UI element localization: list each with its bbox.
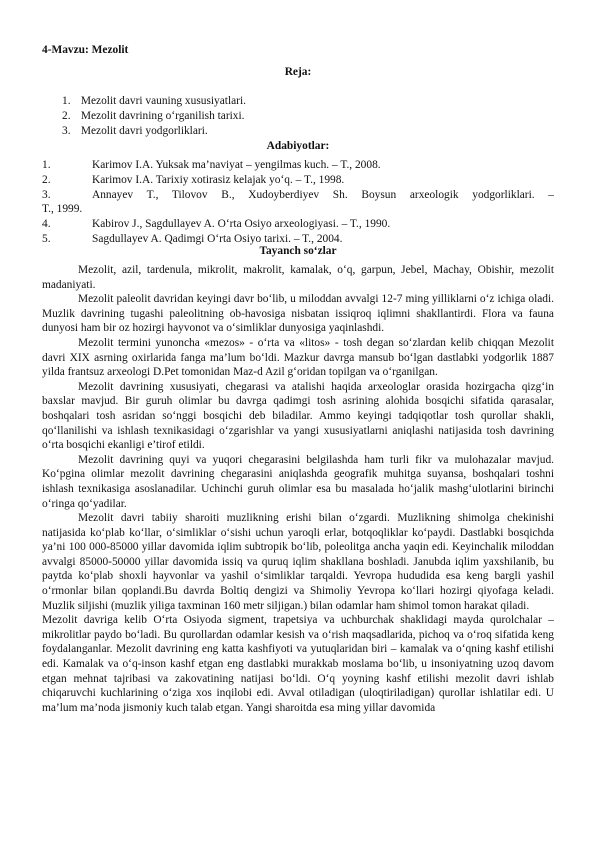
references-list xyxy=(42,158,554,247)
reference-number: 5. xyxy=(42,232,51,245)
reference-number: 3. xyxy=(42,188,51,201)
reference-item xyxy=(42,217,554,232)
reference-number: 1. xyxy=(42,159,51,171)
reference-text: Karimov I.A. Yuksak ma’naviyat – yengilmas kuch. – T., 2008. xyxy=(92,159,381,171)
body-paragraph: Mezolit davriga kelib O‘rta Osiyoda sigment, trapetsiya va uchburchak shaklidagi mayda qurolchalar – mikrolitlar paydo bo‘ladi. Bu qurollardan odamlar kesish va o‘rish maqsadlarida, pichoq va o‘roq sifatida keng foydalanganlar. Mezolit davrining eng katta kashfiyoti va yutuqlaridan biri – kamalak va o‘qning kashf etilishi edi. Kamalak va o‘q-inson kashf etgan eng dastlabki murakkab moslama bo‘lib, u insoniyatning uzoq davom etgan mehnat tajribasi va zakovatining natijasi bo‘ldi. O‘q yoyning kashf etilishi mezolit davri ishlab chiqaruvchi kuchlarining o‘ziga xos inqilobi edi. Avval otiladigan (uloqtiriladigan) qurollar ishlatilar edi. U ma’lum ma’noda jismoniy kuch talab etgan. Yangi sharoitda esa ming yillar davomida xyxy=(42,614,554,714)
body-paragraph: Mezolit termini yunoncha «mezos» - o‘rta va «litos» - tosh degan so‘zlardan kelib chiqqan Mezolit davri XIX asrning oxirlarida fanga ma’lum bo‘ldi. Mazkur davrga mansub bo‘lgan dastlabki yodgorlik 1887 yilda frantsuz arxeologi D.Pet tomonidan Maz-d Azil g‘oridan topilgan va o‘rganilgan. xyxy=(42,336,554,379)
plan-item-text: Mezolit davri yodgorliklari. xyxy=(80,125,208,137)
body-paragraph: Mezolit paleolit davridan keyingi davr bo‘lib, u miloddan avvalgi 12-7 ming yilliklarni o‘z ichiga oladi. Muzlik davrining tugashi paleolitning ob-havosiga nisbatan issiqroq iqlimni shakllantirdi. Flora va fauna dunyosi ham bir oz hozirgi hayvonot va o‘simliklar dunyosiga yaqinlashdi. xyxy=(42,293,554,335)
document-body xyxy=(42,263,554,715)
plan-item xyxy=(62,94,246,109)
body-paragraph: Mezolit davrining xususiyati, chegarasi va atalishi haqida arxeologlar orasida hozirgacha qizg‘in baxslar mavjud. Bir guruh olimlar bu davrga qadimgi tosh asrining alohida bosqichi sifatida qarasalar, boshqalari tosh asridan so‘nggi bosqichi deb biladilar. Ammo keyingi tadqiqotlar tosh qurollar shakli, qo‘llanilishi va ishlash texnikasidagi o‘zgarishlar va yangi xususiyatlarni aniqlashi natijasida tosh davrining o‘rta bosqichi ekanligi e’tirof etildi. xyxy=(42,380,554,452)
reference-text-continued: T., 1999. xyxy=(42,203,83,216)
reference-number: 4. xyxy=(42,218,51,231)
reference-item xyxy=(42,188,554,203)
reference-text: Kabirov J., Sagdullayev A. O‘rta Osiyo arxeologiyasi. – T., 1990. xyxy=(92,218,391,231)
references-heading: Adabiyotlar: xyxy=(266,140,330,152)
plan-item-text: Mezolit davri vauning xususiyatlari. xyxy=(80,95,246,107)
plan-item-number: 2. xyxy=(62,110,71,122)
reference-text: Karimov I.A. Tarixiy xotirasiz kelajak yo‘q. – T., 1998. xyxy=(92,173,345,186)
reference-number: 2. xyxy=(42,173,51,186)
reference-text: Annayev T., Tilovov B., Xudoyberdiyev Sh. Boysun arxeologik yodgorliklari. – xyxy=(92,188,554,201)
reference-item xyxy=(42,173,554,188)
reference-text: Sagdullayev A. Qadimgi O‘rta Osiyo tarixi. – T., 2004. xyxy=(92,232,343,245)
plan-heading: Reja: xyxy=(284,66,312,78)
plan-item-text: Mezolit davrining o‘rganilish tarixi. xyxy=(80,110,245,122)
body-paragraph: Mezolit davri tabiiy sharoiti muzlikning erishi bilan o‘zgardi. Muzlikning shimolga chekinishi natijasida ko‘plab ko‘llar, o‘simliklar o‘sishi uchun yaroqli erlar, botqoqliklar ko‘paydi. Dastlabki bosqichda ya’ni 100 000-85000 yillar davomida iqlim subtropik bo‘lib, poleolitga ancha yaqin edi. Keyinchalik miloddan avvalgi 85000-50000 yillar davomida issiq va quruq iqlim shakllana boshladi. Janubda iqlim yaxshilanib, bu paytda ko‘plab shoxli hayvonlar va yashil o‘simliklar tarqaldi. Yevropa hududida esa keng bargli yashil o‘rmonlar bilan qoplandi.Bu davrda Boltiq dengizi va Shimoliy Yevropa ko‘llari hozirgi qiyofaga keladi. Muzlik siljishi (muzlik yiliga taxminan 160 metr siljigan.) bilan odamlar ham shimol tomon harakat qiladi. xyxy=(42,512,554,612)
reference-continuation xyxy=(42,202,554,217)
document-title: 4-Mavzu: Mezolit xyxy=(42,44,129,56)
plan-item-number: 1. xyxy=(62,95,71,107)
keywords-heading: Tayanch so‘zlar xyxy=(259,245,337,257)
plan-item xyxy=(62,124,246,139)
body-paragraph: Mezolit davrining quyi va yuqori chegarasini belgilashda ham turli fikr va mulohazalar mavjud. Ko‘pgina olimlar mezolit davrining chegarasini aniqlashda geografik muhitga suyansa, boshqalari toshni ishlash texnikasiga asoslanadilar. Uchinchi guruh olimlar esa bu masalada ho‘jalik mashg‘ulotlarini birinchi o‘ringa qo‘yadilar. xyxy=(42,453,554,510)
plan-item-number: 3. xyxy=(62,125,71,137)
plan-item xyxy=(62,109,246,124)
plan-list xyxy=(62,94,246,139)
keywords-paragraph: Mezolit, azil, tardenula, mikrolit, makrolit, kamalak, o‘q, garpun, Jebel, Machay, Obishir, mezolit madaniyati. xyxy=(42,264,554,291)
reference-item xyxy=(42,158,554,173)
